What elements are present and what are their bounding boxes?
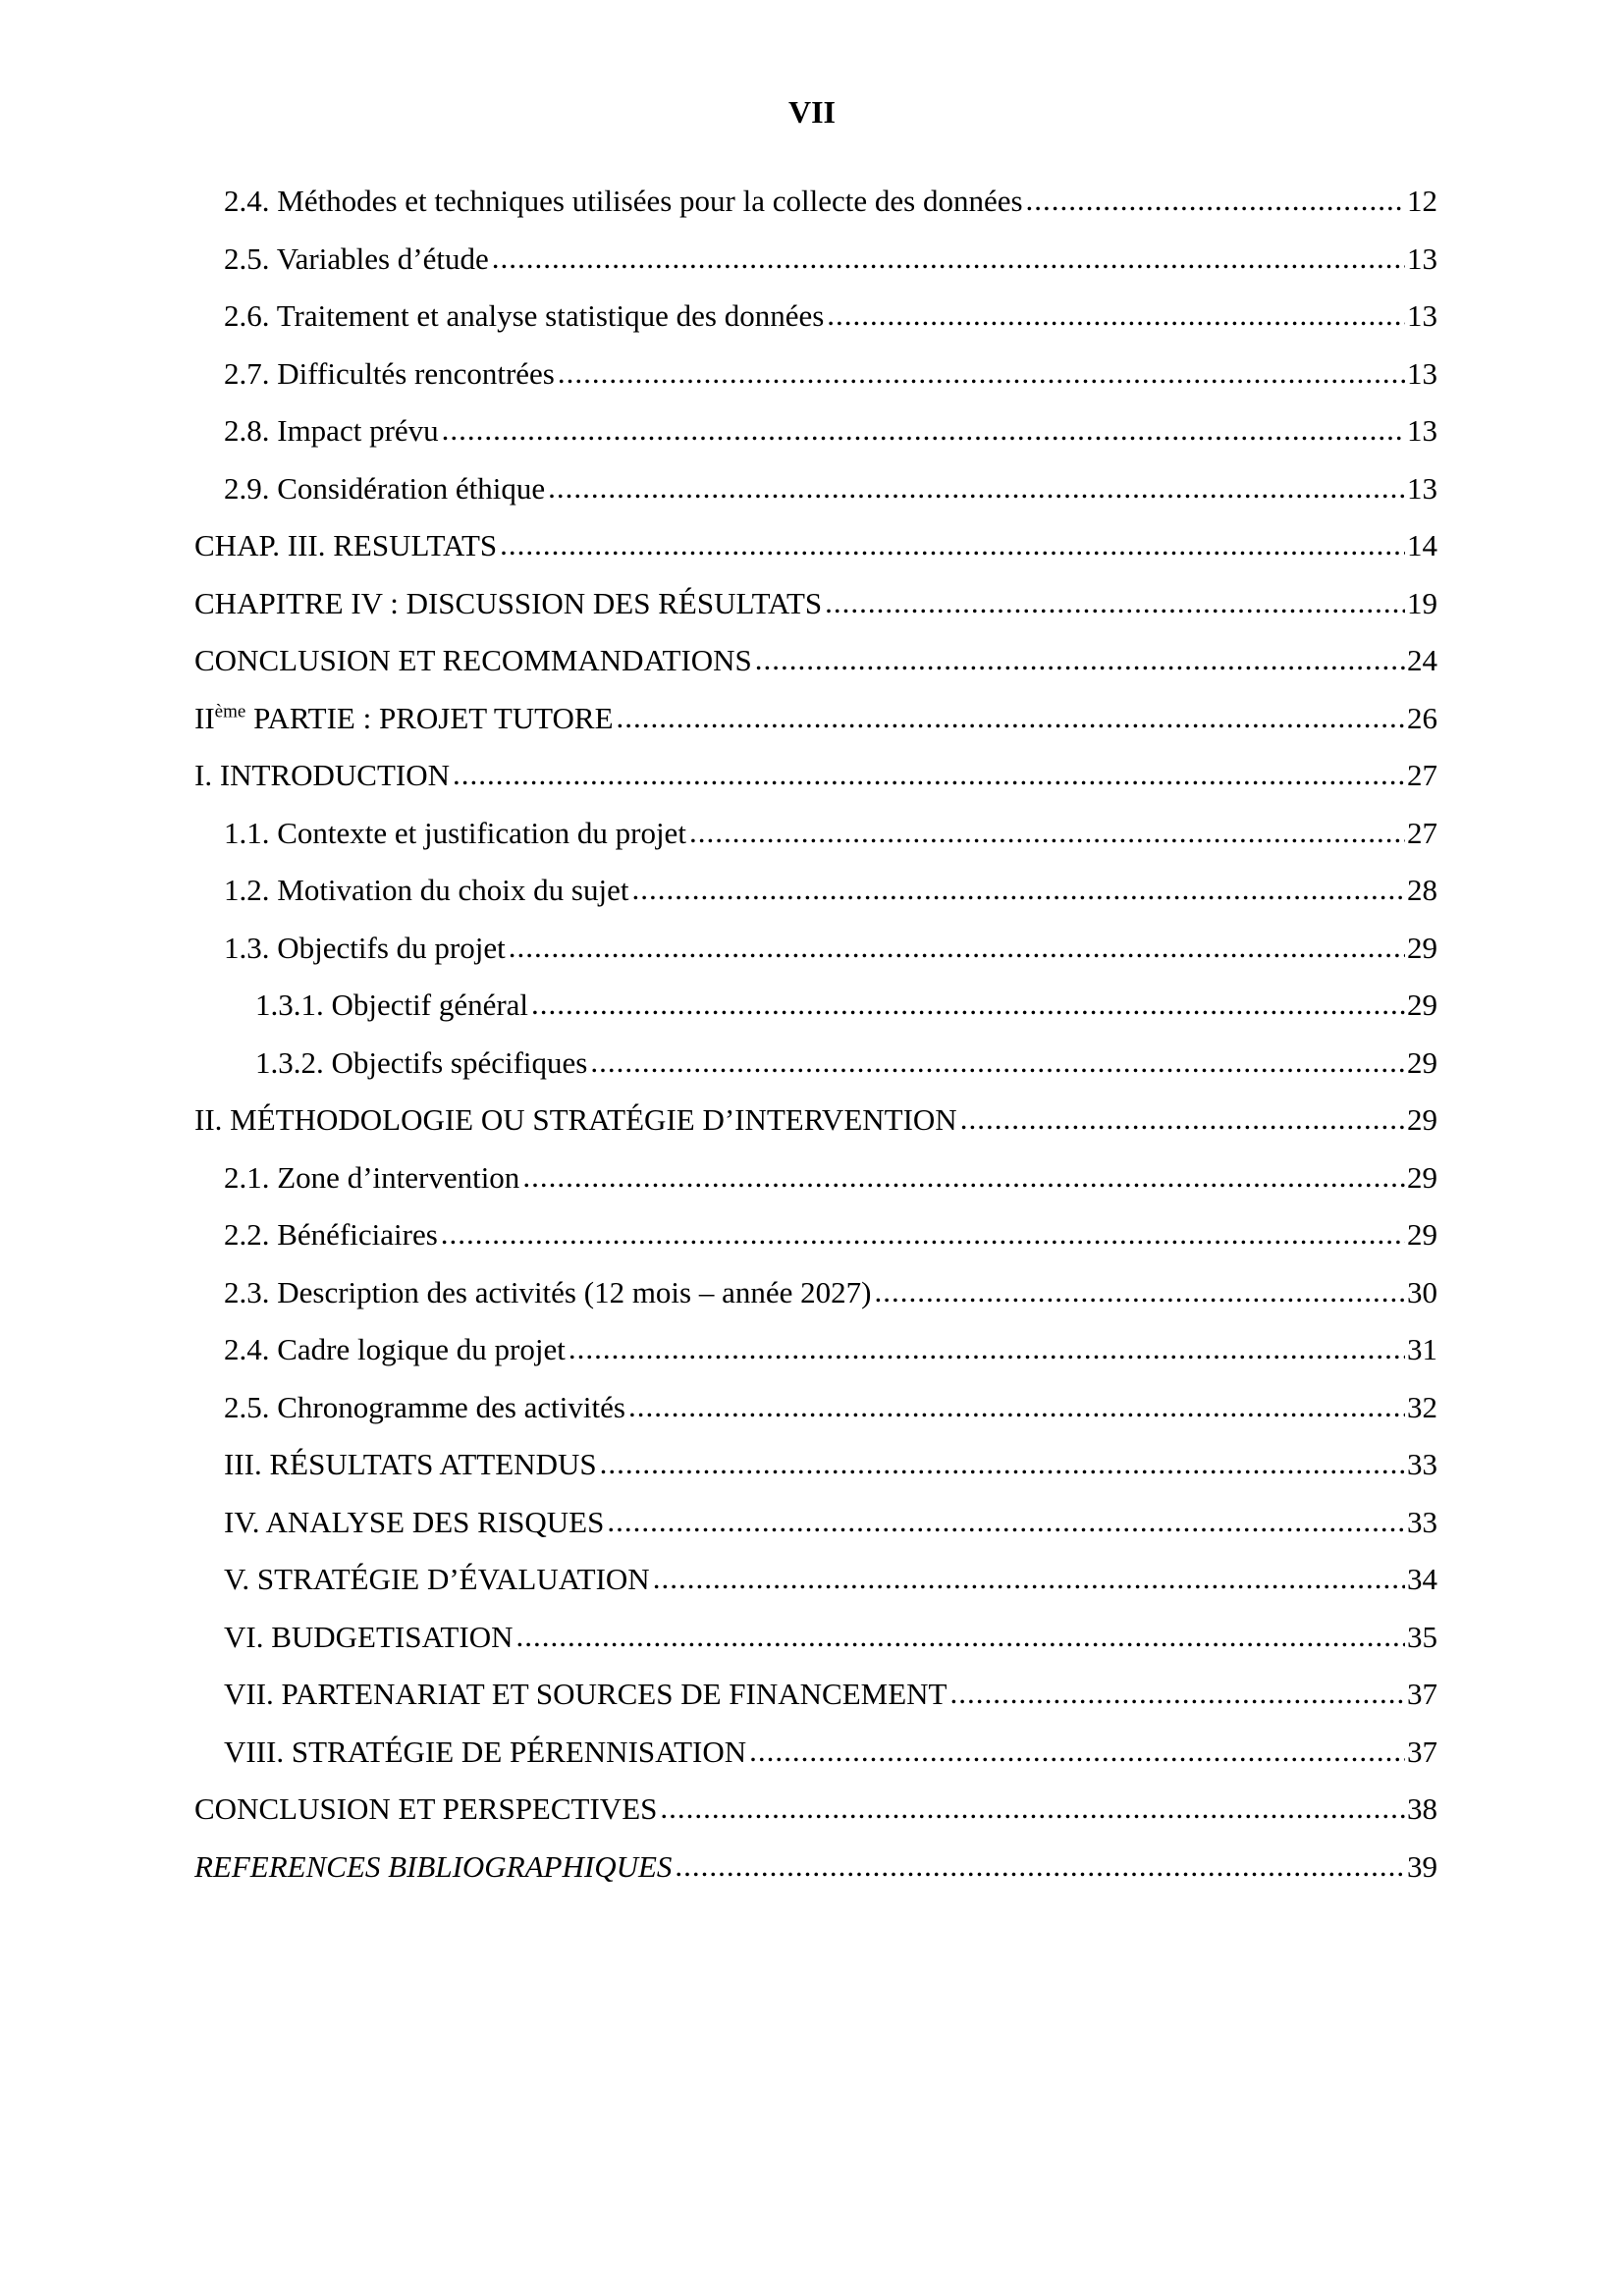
toc-entry[interactable]: [194, 988, 1437, 1045]
toc-entry-page: 29: [1407, 1217, 1437, 1252]
toc-leader-dots: [617, 700, 1405, 735]
toc-leader-dots: [874, 1274, 1405, 1309]
toc-entry-page: 24: [1407, 643, 1437, 677]
toc-leader-dots: [590, 1044, 1405, 1080]
toc-entry-page: 29: [1407, 988, 1437, 1022]
toc-leader-dots: [1026, 183, 1405, 218]
toc-entry-label: CONCLUSION ET PERSPECTIVES: [194, 1791, 658, 1826]
toc-entry[interactable]: [194, 816, 1437, 874]
toc-entry[interactable]: [194, 356, 1437, 414]
toc-leader-dots: [548, 470, 1405, 506]
toc-entry-label: 2.7. Difficultés rencontrées: [224, 355, 555, 391]
toc-entry-page: 13: [1407, 240, 1437, 276]
toc-entry[interactable]: [194, 1677, 1437, 1735]
toc-entry[interactable]: [194, 758, 1437, 816]
toc-entry-page: 29: [1407, 1102, 1437, 1137]
toc-entry-label: 1.1. Contexte et justification du projet: [224, 815, 686, 850]
toc-entry-label: CONCLUSION ET RECOMMANDATIONS: [194, 643, 752, 677]
toc-entry[interactable]: [194, 471, 1437, 529]
toc-leader-dots: [522, 1159, 1405, 1195]
toc-entry-page: 33: [1407, 1504, 1437, 1539]
toc-entry-label: 2.5. Variables d’étude: [224, 240, 489, 276]
toc-entry-label: 1.3.1. Objectif général: [255, 988, 529, 1022]
toc-entry[interactable]: [194, 643, 1437, 701]
toc-entry-page: 13: [1407, 470, 1437, 506]
toc-leader-dots: [492, 240, 1405, 276]
toc-leader-dots: [531, 987, 1405, 1022]
toc-leader-dots: [949, 1676, 1405, 1711]
toc-entry-page: 13: [1407, 298, 1437, 333]
toc-leader-dots: [689, 815, 1405, 850]
toc-entry[interactable]: [194, 241, 1437, 299]
toc-label-suffix: PARTIE : PROJET TUTORE: [245, 700, 614, 735]
toc-entry[interactable]: [194, 413, 1437, 471]
toc-entry-label: V. STRATÉGIE D’ÉVALUATION: [224, 1562, 650, 1596]
toc-entry[interactable]: [194, 1849, 1437, 1907]
toc-entry-label: II. MÉTHODOLOGIE OU STRATÉGIE D’INTERVENTION: [194, 1102, 957, 1137]
toc-entry[interactable]: [194, 931, 1437, 988]
toc-leader-dots: [453, 757, 1405, 792]
toc-entry[interactable]: [194, 528, 1437, 586]
toc-entry-page: 14: [1407, 528, 1437, 562]
toc-leader-dots: [653, 1561, 1405, 1596]
toc-entry-page: 38: [1407, 1791, 1437, 1826]
toc-leader-dots: [825, 585, 1405, 620]
toc-leader-dots: [960, 1101, 1405, 1137]
toc-entry[interactable]: [194, 701, 1437, 759]
toc-entry-label: IV. ANALYSE DES RISQUES: [224, 1504, 605, 1539]
toc-entry-label: 2.4. Méthodes et techniques utilisées pour la collecte des données: [224, 184, 1023, 218]
toc-entry-label: 2.6. Traitement et analyse statistique des données: [224, 298, 825, 333]
toc-entry-label: 1.2. Motivation du choix du sujet: [224, 873, 629, 907]
toc-entry-label: 1.3. Objectifs du projet: [224, 930, 506, 965]
toc-entry-label: 2.8. Impact prévu: [224, 413, 439, 448]
toc-entry-label: CHAP. III. RESULTATS: [194, 528, 498, 562]
toc-entry[interactable]: [194, 586, 1437, 644]
toc-entry[interactable]: [194, 1275, 1437, 1333]
toc-entry-label: 2.1. Zone d’intervention: [224, 1159, 520, 1195]
toc-entry-page: 13: [1407, 355, 1437, 391]
toc-entry[interactable]: [194, 1217, 1437, 1275]
toc-leader-dots: [675, 1848, 1405, 1884]
toc-entry-page: 28: [1407, 873, 1437, 907]
toc-entry-page: 27: [1407, 815, 1437, 850]
toc-entry[interactable]: [194, 1160, 1437, 1218]
toc-entry-label: 2.2. Bénéficiaires: [224, 1217, 438, 1252]
page-number: VII: [787, 94, 836, 130]
toc-entry-page: 37: [1407, 1734, 1437, 1769]
table-of-contents: [194, 184, 1437, 1906]
toc-entry-page: 39: [1407, 1848, 1437, 1884]
toc-leader-dots: [568, 1331, 1405, 1366]
toc-leader-dots: [558, 355, 1405, 391]
toc-entry[interactable]: [194, 1390, 1437, 1448]
toc-entry[interactable]: [194, 1332, 1437, 1390]
toc-entry-label: 2.4. Cadre logique du projet: [224, 1332, 566, 1366]
toc-entry[interactable]: [194, 184, 1437, 241]
toc-entry[interactable]: [194, 1620, 1437, 1678]
toc-entry-label: REFERENCES BIBLIOGRAPHIQUES: [194, 1848, 673, 1884]
toc-leader-dots: [442, 412, 1405, 448]
toc-leader-dots: [441, 1216, 1405, 1252]
toc-entry-page: 12: [1407, 184, 1437, 218]
toc-entry-page: 29: [1407, 1044, 1437, 1080]
toc-entry-page: 30: [1407, 1274, 1437, 1309]
toc-entry-page: 32: [1407, 1389, 1437, 1424]
toc-entry[interactable]: [194, 1791, 1437, 1849]
toc-entry[interactable]: [194, 298, 1437, 356]
toc-entry-label: 2.5. Chronogramme des activités: [224, 1389, 625, 1424]
toc-leader-dots: [827, 297, 1405, 333]
toc-leader-dots: [631, 872, 1405, 907]
toc-entry-page: 35: [1407, 1619, 1437, 1654]
toc-leader-dots: [515, 1619, 1405, 1654]
toc-entry-label: 2.3. Description des activités (12 mois – année 2027): [224, 1274, 872, 1309]
toc-leader-dots: [600, 1446, 1405, 1481]
toc-entry-label: CHAPITRE IV : DISCUSSION DES RÉSULTATS: [194, 585, 823, 620]
toc-entry-label: VIII. STRATÉGIE DE PÉRENNISATION: [224, 1734, 747, 1769]
toc-entry-label: 2.9. Considération éthique: [224, 470, 546, 506]
toc-entry-label: VII. PARTENARIAT ET SOURCES DE FINANCEMENT: [224, 1677, 947, 1711]
toc-label-prefix: II: [194, 700, 215, 735]
toc-leader-dots: [607, 1504, 1405, 1539]
toc-entry-label: VI. BUDGETISATION: [224, 1619, 514, 1654]
toc-entry-page: 31: [1407, 1332, 1437, 1366]
toc-entry[interactable]: [194, 1505, 1437, 1563]
toc-entry-page: 26: [1407, 700, 1437, 735]
toc-entry-label: 1.3.2. Objectifs spécifiques: [255, 1044, 588, 1080]
toc-leader-dots: [749, 1734, 1405, 1769]
toc-entry-page: 19: [1407, 585, 1437, 620]
toc-entry-page: 29: [1407, 1159, 1437, 1195]
toc-leader-dots: [660, 1790, 1405, 1826]
toc-entry[interactable]: [194, 1102, 1437, 1160]
toc-entry-label: I. INTRODUCTION: [194, 758, 451, 792]
toc-entry-page: 27: [1407, 758, 1437, 792]
toc-entry[interactable]: [194, 1735, 1437, 1792]
toc-leader-dots: [755, 642, 1405, 677]
toc-entry-page: 13: [1407, 413, 1437, 448]
toc-entry-page: 29: [1407, 930, 1437, 965]
toc-entry-page: 37: [1407, 1677, 1437, 1711]
toc-entry-page: 34: [1407, 1562, 1437, 1596]
toc-entry-label: [194, 701, 614, 736]
toc-entry[interactable]: [194, 1447, 1437, 1505]
toc-leader-dots: [500, 527, 1405, 562]
toc-label-superscript: ème: [214, 701, 246, 722]
toc-entry-page: 33: [1407, 1447, 1437, 1481]
toc-leader-dots: [509, 930, 1405, 965]
toc-entry[interactable]: [194, 1562, 1437, 1620]
toc-entry[interactable]: [194, 873, 1437, 931]
toc-entry-label: III. RÉSULTATS ATTENDUS: [224, 1447, 597, 1481]
toc-leader-dots: [628, 1389, 1405, 1424]
toc-entry[interactable]: [194, 1045, 1437, 1103]
